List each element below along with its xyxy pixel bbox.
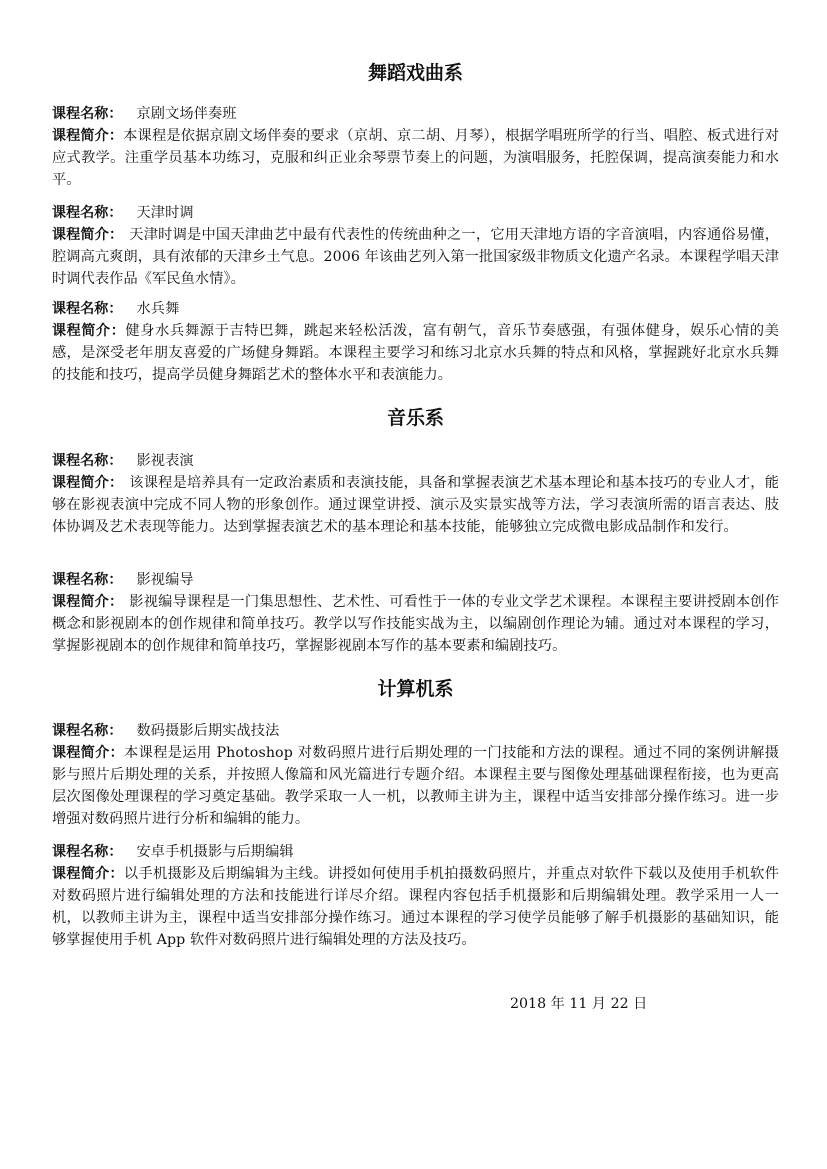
course-intro-line [52,224,779,290]
course-name-line [52,450,779,472]
course-name-label: 课程名称： [52,723,123,739]
course-intro: 健身水兵舞源于吉特巴舞，跳起来轻松活泼，富有朝气，音乐节奏感强，有强体健身，娱乐心情的美感，是深受老年朋友喜爱的广场健身舞蹈。本课程主要学习和练习北京水兵舞的特点和风格，掌握跳好北京水兵舞的技能和技巧，提高学员健身舞蹈艺术的整体水平和表演能力。 [52,323,780,383]
course-name-line [52,720,779,742]
course-intro-line [52,320,779,386]
course-intro: 影视编导课程是一门集思想性、艺术性、可看性于一体的专业文学艺术课程。本课程主要讲授剧本创作概念和影视剧本的创作规律和简单技巧。教学以写作技能实战为主，以编剧创作理论为辅。通过对本课程的学习，掌握影视剧本的创作规律和简单技巧，掌握影视剧本写作的基本要素和编剧技巧。 [52,594,779,654]
course-intro: 以手机摄影及后期编辑为主线。讲授如何使用手机拍摄数码照片，并重点对软件下载以及使用手机软件对数码照片进行编辑处理的方法和技能进行详尽介绍。课程内容包括手机摄影和后期编辑处理。教学采用一人一机，以教师主讲为主，课程中适当安排部分操作练习。通过本课程的学习使学员能够了解手机摄影的基础知识，能够掌握使用手机 App 软件对数码照片进行编辑处理的方法及技巧。 [52,866,779,948]
section-title: 计算机系 [377,678,454,700]
course-name-label: 课程名称： [52,572,123,588]
course-name-line [52,202,779,224]
course-name-label: 课程名称： [52,453,123,469]
course-name-line [52,103,779,125]
course-block [52,450,779,538]
course-intro-label: 课程简介： [52,323,126,339]
course-block [52,298,779,386]
course-intro: 天津时调是中国天津曲艺中最有代表性的传统曲种之一，它用天津地方语的字音演唱，内容通俗易懂，腔调高亢爽朗，具有浓郁的天津乡土气息。2006 年该曲艺列入第一批国家级非物质文化遗产名录。本课程学唱天津时调代表作品《军民鱼水情》。 [52,227,779,287]
course-name-label: 课程名称： [52,301,123,317]
course-name: 京剧文场伴奏班 [136,106,237,122]
course-intro: 本课程是依据京剧文场伴奏的要求（京胡、京二胡、月琴），根据学唱班所学的行当、唱腔、板式进行对应式教学。注重学员基本功练习，克服和纠正业余琴票节奏上的问题，为演唱服务，托腔保调，提高演奏能力和水平。 [52,128,779,188]
course-name-line [52,298,779,320]
course-block [52,720,779,830]
course-name: 数码摄影后期实战技法 [136,723,280,739]
course-block [52,103,779,191]
course-intro-label: 课程简介： [52,866,124,882]
course-name-label: 课程名称： [52,106,123,122]
document-date: 2018 年 11 月 22 日 [510,996,648,1012]
course-block [52,202,779,290]
course-intro-line [52,472,779,538]
course-name: 影视编导 [136,572,194,588]
course-intro-line [52,591,779,657]
course-intro: 本课程是运用 Photoshop 对数码照片进行后期处理的一门技能和方法的课程。通过不同的案例讲解摄影与照片后期处理的关系，并按照人像篇和风光篇进行专题介绍。本课程主要与图像处理基础课程衔接，也为更高层次图像处理课程的学习奠定基础。教学采取一人一机，以教师主讲为主，课程中适当安排部分操作练习。进一步增强对数码照片进行分析和编辑的能力。 [52,745,779,827]
course-block [52,569,779,657]
course-intro-label: 课程简介： [52,227,124,243]
course-intro-label: 课程简介： [52,475,124,491]
course-intro-label: 课程简介： [52,128,124,144]
course-intro-line [52,863,779,951]
section-title: 音乐系 [386,407,444,429]
course-intro-line [52,125,779,191]
course-name: 安卓手机摄影与后期编辑 [136,844,294,860]
course-name-label: 课程名称： [52,844,123,860]
course-intro-line [52,742,779,830]
course-name-line [52,569,779,591]
course-name-line [52,841,779,863]
course-name: 水兵舞 [136,301,180,317]
course-block [52,841,779,951]
section-title: 舞蹈戏曲系 [367,62,463,84]
course-intro-label: 课程简介： [52,745,125,761]
course-name: 天津时调 [136,205,194,221]
course-intro-label: 课程简介： [52,594,124,610]
course-name-label: 课程名称： [52,205,123,221]
course-name: 影视表演 [136,453,194,469]
course-intro: 该课程是培养具有一定政治素质和表演技能，具备和掌握表演艺术基本理论和基本技巧的专业人才，能够在影视表演中完成不同人物的形象创作。通过课堂讲授、演示及实景实战等方法，学习表演所需的语言表达、肢体协调及艺术表现等能力。达到掌握表演艺术的基本理论和基本技能，能够独立完成微电影成品制作和发行。 [52,475,779,535]
